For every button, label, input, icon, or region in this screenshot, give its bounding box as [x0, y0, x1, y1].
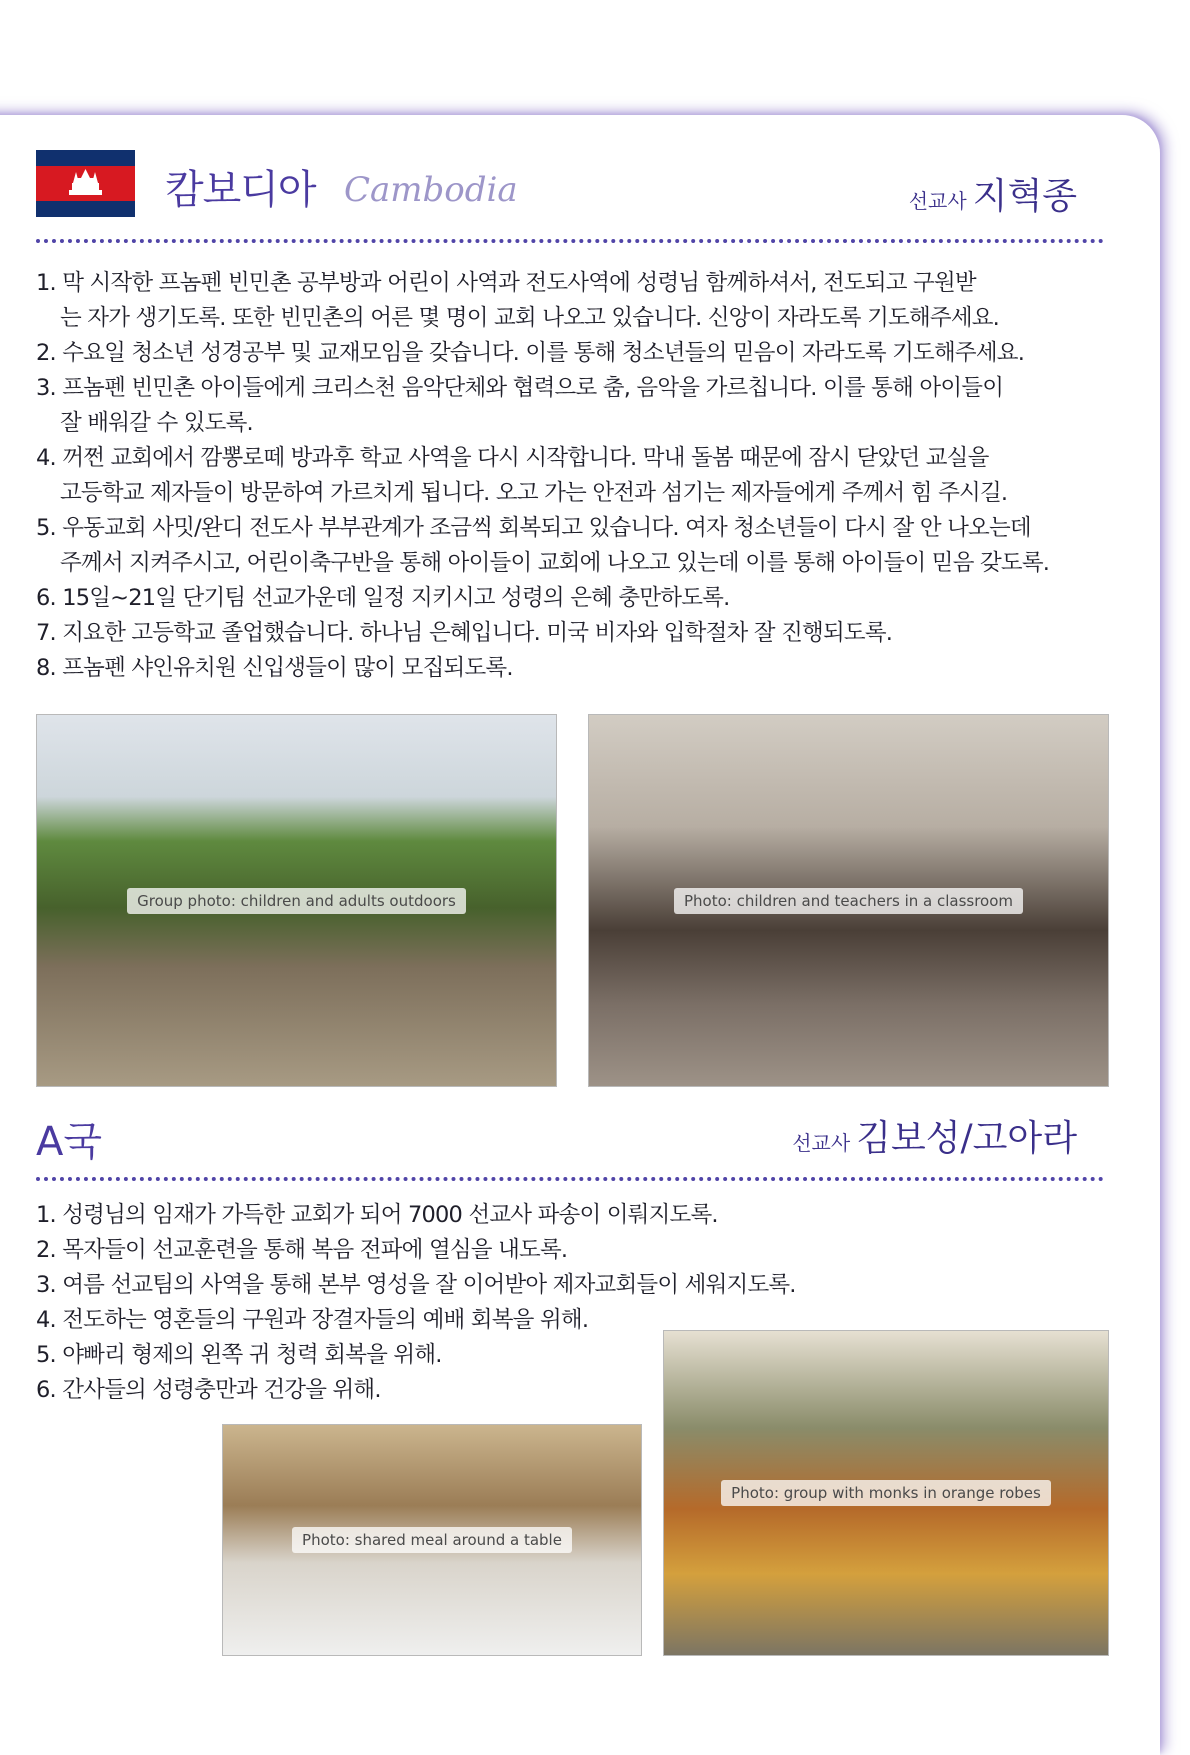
meal-photo	[222, 1424, 642, 1656]
list-item: 6. 간사들의 성령충만과 건강을 위해.	[36, 1377, 381, 1403]
missionary-label: 선교사	[908, 189, 967, 213]
missionary-credit	[792, 1110, 1077, 1161]
list-item: 2. 목자들이 선교훈련을 통해 복음 전파에 열심을 내도록.	[36, 1237, 568, 1263]
list-item: 5. 야빠리 형제의 왼쪽 귀 청력 회복을 위해.	[36, 1342, 442, 1368]
classroom-photo	[588, 714, 1109, 1087]
country-title-en: Cambodia	[344, 170, 518, 210]
photo-caption: Photo: shared meal around a table	[292, 1527, 572, 1553]
list-item: 6. 15일~21일 단기팀 선교가운데 일정 지키시고 성령의 은혜 충만하도록.	[36, 585, 730, 611]
list-item: 주께서 지켜주시고, 어린이축구반을 통해 아이들이 교회에 나오고 있는데 이를 통해 아이들이 믿음 갖도록.	[60, 550, 1050, 576]
photo-caption: Photo: group with monks in orange robes	[721, 1480, 1051, 1506]
photo-caption: Photo: children and teachers in a classroom	[674, 888, 1023, 914]
list-item: 7. 지요한 고등학교 졸업했습니다. 하나님 은혜입니다. 미국 비자와 입학절차 잘 진행되도록.	[36, 620, 893, 646]
list-item: 4. 꺼쩐 교회에서 깜뽕로떼 방과후 학교 사역을 다시 시작합니다. 막내 돌봄 때문에 잠시 닫았던 교실을	[36, 445, 989, 471]
list-item: 8. 프놈펜 샤인유치원 신입생들이 많이 모집되도록.	[36, 655, 513, 681]
dotted-divider	[36, 1177, 1104, 1181]
list-item: 3. 프놈펜 빈민촌 아이들에게 크리스천 음악단체와 협력으로 춤, 음악을 가르칩니다. 이를 통해 아이들이	[36, 375, 1004, 401]
list-item: 5. 우동교회 사밋/완디 전도사 부부관계가 조금씩 회복되고 있습니다. 여자 청소년들이 다시 잘 안 나오는데	[36, 515, 1031, 541]
list-item: 는 자가 생기도록. 또한 빈민촌의 어른 몇 명이 교회 나오고 있습니다. 신앙이 자라도록 기도해주세요.	[60, 305, 1000, 331]
missionary-credit	[909, 168, 1077, 219]
list-item: 잘 배워갈 수 있도록.	[60, 410, 253, 436]
list-item: 고등학교 제자들이 방문하여 가르치게 됩니다. 오고 가는 안전과 섬기는 제자들에게 주께서 힘 주시길.	[60, 480, 1008, 506]
list-item: 1. 성령님의 임재가 가득한 교회가 되어 7000 선교사 파송이 이뤄지도록.	[36, 1202, 718, 1228]
list-item: 1. 막 시작한 프놈펜 빈민촌 공부방과 어린이 사역과 전도사역에 성령님 함께하셔서, 전도되고 구원받	[36, 270, 976, 296]
country-title-ko: 캄보디아	[165, 167, 316, 213]
missionary-name: 김보성/고아라	[856, 1118, 1077, 1159]
photo-caption: Group photo: children and adults outdoors	[127, 888, 466, 914]
list-item: 2. 수요일 청소년 성경공부 및 교재모임을 갖습니다. 이를 통해 청소년들의 믿음이 자라도록 기도해주세요.	[36, 340, 1025, 366]
prayer-list	[36, 266, 1049, 686]
country-title: A국	[36, 1119, 103, 1165]
missionary-label: 선교사	[792, 1131, 851, 1155]
group-photo-outdoor	[36, 714, 557, 1087]
list-item: 3. 여름 선교팀의 사역을 통해 본부 영성을 잘 이어받아 제자교회들이 세워지도록.	[36, 1272, 796, 1298]
list-item: 4. 전도하는 영혼들의 구원과 장결자들의 예배 회복을 위해.	[36, 1307, 589, 1333]
dotted-divider	[36, 239, 1104, 243]
monks-group-photo	[663, 1330, 1109, 1656]
missionary-name: 지혁종	[972, 176, 1077, 217]
cambodia-flag-icon	[36, 150, 135, 217]
